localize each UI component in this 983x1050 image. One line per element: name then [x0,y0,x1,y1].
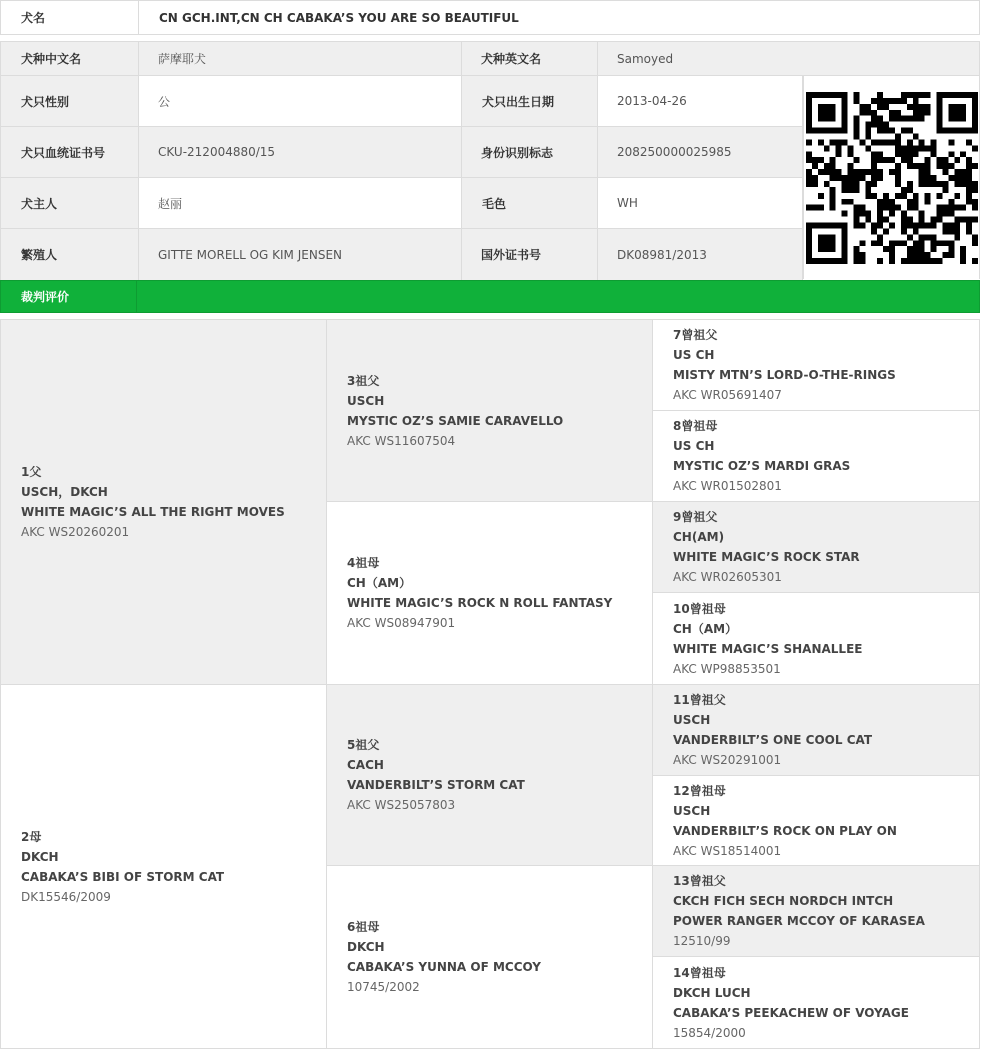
dog-titles: CKCH FICH SECH NORDCH INTCH [673,894,894,908]
breed-en-value: Samoyed [617,51,674,66]
relation-label: 12曾祖母 [673,783,726,798]
dog-titles: CH(AM) [673,530,725,544]
pedigree-great-grandparent [653,685,980,776]
breeder-label: 繁殖人 [21,248,58,262]
dog-titles: USCH [347,393,385,408]
info-row-breed [0,41,980,75]
dog-titles: CH（AM） [347,576,412,590]
relation-label: 9曾祖父 [673,510,718,524]
pedigree-great-grandparent [653,776,980,866]
registration-number: AKC WR05691407 [673,388,782,402]
registration-number: AKC WR02605301 [673,570,782,584]
birth-date-label: 犬只出生日期 [462,76,597,126]
dog-name: WHITE MAGIC’S SHANALLEE [673,641,863,656]
relation-label: 8曾祖母 [673,419,718,433]
registration-number: AKC WS25057803 [347,798,456,812]
dog-name: WHITE MAGIC’S ALL THE RIGHT MOVES [21,505,285,519]
dog-name: CABAKA’S YUNNA OF MCCOY [347,960,541,974]
dog-name-row [0,0,980,35]
dog-titles: USCH [673,713,711,727]
sex-value: 公 [158,94,171,109]
foreign-cert-value: DK08981/2013 [617,247,707,262]
pedigree-table [0,319,980,1049]
pedigree-great-grandparent [653,866,980,957]
info-row-sex [0,75,803,126]
pedigree-cert-value: CKU-212004880/15 [158,145,276,159]
breed-en-label: 犬种英文名 [481,52,542,66]
dog-titles: DKCH LUCH [673,985,751,1000]
divider [138,1,139,34]
coat-color-label: 毛色 [462,178,597,228]
pedigree-great-grandparent [653,320,980,411]
registration-number: AKC WS20260201 [21,525,130,539]
info-row-owner [0,177,803,228]
owner-value: 赵丽 [158,196,183,211]
id-mark-value: 208250000025985 [617,145,732,159]
relation-label: 11曾祖父 [673,693,726,707]
qr-code-panel [803,75,980,279]
relation-label: 2母 [21,829,42,844]
relation-label: 4祖母 [347,556,380,570]
dog-titles: CH（AM） [673,621,738,636]
breed-cn-label: 犬种中文名 [21,52,82,66]
dog-name: WHITE MAGIC’S ROCK STAR [673,550,860,564]
info-row-breeder [0,228,803,280]
dog-titles: DKCH [347,940,385,954]
registration-number: AKC WS18514001 [673,843,782,858]
qr-code-icon [806,92,978,264]
pedigree-cert-label: 犬只血统证书号 [21,145,106,160]
relation-label: 10曾祖母 [673,601,726,616]
dog-name-value: CN GCH.INT,CN CH CABAKA’S YOU ARE SO BEAUTIFUL [159,10,519,25]
dog-name-label: 犬名 [21,11,46,25]
id-mark-label: 身份识别标志 [481,145,554,160]
dog-titles: USCH，DKCH [21,485,108,499]
dog-name: VANDERBILT’S STORM CAT [347,778,525,792]
pedigree-great-grandparent [653,593,980,685]
relation-label: 7曾祖父 [673,328,718,342]
pedigree-great-grandparent [653,502,980,593]
pedigree-great-grandparent [653,957,980,1049]
relation-label: 6祖母 [347,920,380,934]
registration-number: AKC WS08947901 [347,616,456,630]
birth-date-value: 2013-04-26 [617,94,687,108]
judge-evaluation-label: 裁判评价 [1,281,137,312]
dog-titles: CACH [347,758,384,772]
registration-number: AKC WR01502801 [673,479,782,493]
relation-label: 1父 [21,465,42,479]
dog-name: MISTY MTN’S LORD-O-THE-RINGS [673,368,896,382]
dog-name: WHITE MAGIC’S ROCK N ROLL FANTASY [347,596,613,610]
foreign-cert-label: 国外证书号 [481,248,542,262]
registration-number: 10745/2002 [347,980,420,994]
relation-label: 13曾祖父 [673,874,726,888]
registration-number: AKC WS11607504 [347,433,456,448]
registration-number: DK15546/2009 [21,889,111,904]
dog-titles: US CH [673,348,715,362]
dog-name: CABAKA’S PEEKACHEW OF VOYAGE [673,1005,909,1020]
dog-name: CABAKA’S BIBI OF STORM CAT [21,869,225,884]
relation-label: 5祖父 [347,738,380,752]
breeder-value: GITTE MORELL OG KIM JENSEN [158,247,342,262]
pedigree-parent-dam [1,685,327,1049]
pedigree-grandparent [327,866,653,1049]
dog-titles: USCH [673,803,711,818]
info-row-cert [0,126,803,177]
pedigree-grandparent [327,320,653,502]
judge-evaluation-bar [0,280,980,313]
registration-number: 12510/99 [673,934,731,948]
breed-cn-value: 萨摩耶犬 [158,52,207,66]
dog-name: VANDERBILT’S ROCK ON PLAY ON [673,823,897,838]
dog-name: VANDERBILT’S ONE COOL CAT [673,733,873,747]
dog-name: MYSTIC OZ’S MARDI GRAS [673,459,851,473]
dog-titles: DKCH [21,849,59,864]
relation-label: 3祖父 [347,373,380,388]
registration-number: AKC WS20291001 [673,753,782,767]
owner-label: 犬主人 [1,178,138,228]
sex-label: 犬只性别 [1,76,138,126]
coat-color-value: WH [617,196,638,210]
pedigree-grandparent [327,685,653,866]
registration-number: AKC WP98853501 [673,661,781,676]
relation-label: 14曾祖母 [673,965,726,980]
pedigree-great-grandparent [653,411,980,502]
pedigree-parent-sire [1,320,327,685]
dog-name: MYSTIC OZ’S SAMIE CARAVELLO [347,413,564,428]
dog-titles: US CH [673,439,715,453]
pedigree-grandparent [327,502,653,685]
registration-number: 15854/2000 [673,1025,746,1040]
dog-name: POWER RANGER MCCOY OF KARASEA [673,914,925,928]
